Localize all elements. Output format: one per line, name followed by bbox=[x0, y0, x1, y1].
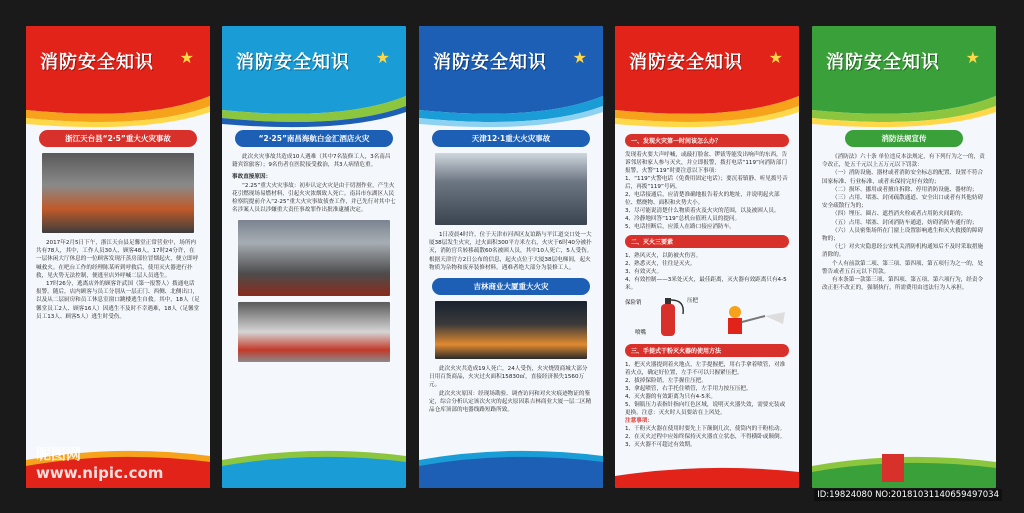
paragraph: 有本条第一款第三项、第四项、第五项、第六项行为，经责令改正拒不改正的，强制执行，所需费用由违法行为人承担。 bbox=[822, 277, 984, 292]
case-title: “2·25”南昌海航白金汇酒店火灾 bbox=[235, 130, 393, 147]
paragraph: 2017年2月5日下午，浙江天台县足馨堂正常营业中，场所内共有78人，其中，工作人员30人、顾客48人。17时24分许，在一层休闲大厅休息的一位顾客发现汗蒸房部位冒烟起火，便立即呼喊救火。在吧台工作的经理陈某听到呼救后，使用灭火器进行扑救，见火势无法控制，便逃至店外呼喊二层人员逃生。 bbox=[36, 240, 199, 279]
list-item: 3、有效灭火。 bbox=[625, 269, 663, 275]
section-subtitle: 事故直接原因： bbox=[232, 174, 272, 181]
watermark-logo: 昵图网 www.nipic.com bbox=[36, 445, 164, 482]
footer-swoosh bbox=[812, 448, 996, 488]
section-heading: 一、发现火灾第一时间该怎么办？ bbox=[625, 134, 789, 147]
paragraph: （五）占用、堵塞、封闭消防车通道，妨碍消防车通行的； bbox=[832, 219, 978, 226]
diagram-label: 保险销 bbox=[625, 300, 642, 306]
poster-header bbox=[615, 26, 799, 130]
header-swoosh bbox=[812, 26, 996, 130]
diagram-label: 喷嘴 bbox=[635, 330, 647, 336]
header-swoosh bbox=[615, 26, 799, 130]
paragraph: （七）对火灾隐患经公安机关消防机构通知后不及时采取措施消除的。 bbox=[822, 244, 984, 259]
fire-cabinet-icon bbox=[882, 454, 904, 482]
section-heading: 二、灭火三要素 bbox=[625, 235, 789, 248]
footer-swoosh bbox=[222, 448, 406, 488]
footer-swoosh bbox=[419, 448, 603, 488]
note-item: 1、干粉灭火器在使用时要先上下颠倒几次，使筒内的干粉松动。 bbox=[625, 426, 786, 432]
paragraph: （六）人员密集场所在门窗上设置影响逃生和灭火救援的障碍物的； bbox=[822, 227, 984, 243]
list-item: 4、有效控制——3米处灭火，最佳距离，灭火器有效距离只有4-5米。 bbox=[625, 277, 787, 291]
poster-panel-5 bbox=[812, 26, 996, 488]
fire-photo bbox=[238, 220, 390, 296]
header-title: 消防安全知识 bbox=[40, 52, 154, 73]
paragraph: （三）占用、堵塞、封闭疏散通道、安全出口或者有其他妨碍安全疏散行为的； bbox=[822, 195, 984, 210]
paragraph: 个人有前款第二项、第三项、第四项、第五项行为之一的，处警告或者五百元以下罚款。 bbox=[822, 260, 984, 275]
paragraph: （一）消防设施、器材或者消防安全标志的配置、设置不符合国家标准、行业标准，或者未保持完好有效的； bbox=[822, 170, 984, 185]
list-item: 1、熟风灭火，以防被火伤害。 bbox=[625, 253, 702, 259]
paragraph: 此次火灾共造成19人死亡，24人受伤，火灾烧毁商城大部分日用百货商品，火灾过火面积15830㎡，直接经济损失1560万元。 bbox=[429, 366, 588, 389]
poster-header bbox=[812, 26, 996, 130]
poster-panel-1 bbox=[26, 26, 210, 488]
list-item: 5、铜瓶压力表指针指向红色区域，说明灭火器失效，需要充装或更换。注意：灭火时人员要站在上风处。 bbox=[625, 402, 786, 416]
poster-header bbox=[419, 26, 603, 130]
case-title: 消防法规宣传 bbox=[845, 130, 963, 147]
note-item: 2、在灭火过程中应始终保持灭火器直立状态，不得横卧或颠倒。 bbox=[625, 434, 786, 440]
case-title: 吉林商业大厦重大火灾 bbox=[432, 278, 590, 295]
poster-panel-2 bbox=[222, 26, 406, 488]
star-icon: ★ bbox=[179, 48, 194, 67]
list-item: 1、“119”火警电话（免费用固定电话）；要沉着镇静、听见拨号音后，再拨“119”号码。 bbox=[625, 176, 788, 190]
poster-panel-3 bbox=[419, 26, 603, 488]
star-icon: ★ bbox=[572, 48, 587, 67]
section-heading: 三、手提式干粉灭火器的使用方法 bbox=[625, 344, 789, 357]
list-item: 2、拔掉保险销，左手握住压把。 bbox=[625, 378, 707, 384]
list-item: 4、灭火器的有效距离为只有4-5米。 bbox=[625, 394, 717, 400]
list-item: 发现着火要大声呼喊，或敲打脸盆、锣钹等能发出响声的东西，告诉邻居和家人参与灭火，并立即报警，拨打电话“119”向消防部门报警，火警“119”时要注意以下事项： bbox=[625, 152, 788, 174]
paragraph: 1日凌晨4时许，位于天津市河西区友谊路与平江道交口处一大厦38层发生火灾，过火面积300平方米左右，火灾于6时40分被扑灭，消防官兵转移疏散60名被困人员，其中10人死亡，5人受伤。根据天津官方2日公布的信息，起火点位于大厦38层电梯间，起火物质为杂物和废弃装修材料。遇难者绝大部分为装修工人。 bbox=[429, 232, 593, 271]
fire-photo bbox=[42, 153, 194, 233]
extinguisher-icon bbox=[625, 294, 789, 340]
note-title: 注意事项： bbox=[625, 418, 653, 424]
star-icon: ★ bbox=[965, 48, 980, 67]
header-swoosh bbox=[26, 26, 210, 130]
case-title: 浙江天台县“2·5”重大火灾事故 bbox=[39, 130, 197, 147]
header-swoosh bbox=[419, 26, 603, 130]
building-photo bbox=[435, 153, 587, 225]
list-item: 3、尽可能说清楚什么物质着火及火灾的范围，以及被困人员。 bbox=[625, 208, 780, 214]
paragraph: “2.25”重大火灾事故：初步认定火灾是由于切割作业，产生火花引燃现场易燃材料，引起火灾浓烟致人死亡。南昌市东湖区人民检察院提前介入“2·25”重大火灾事故侦查工作，并已先行对其中七名涉案人员以涉嫌重大责任事故罪作出批准逮捕决定。 bbox=[232, 182, 396, 214]
footer-swoosh bbox=[615, 448, 799, 488]
list-item: 3、拿起喷管，右手托住喷管，左手用力按压压把。 bbox=[625, 386, 752, 392]
paragraph: （二）损坏、挪用或者擅自拆除、停用消防设施、器材的； bbox=[832, 186, 978, 193]
extinguisher-diagram bbox=[625, 294, 789, 340]
paragraph: 17时26分，逃离店外的顾客许武国（第一报警人）拨通电话报警。随后，店内顾客与员工分别从一层正门、西侧、北侧出口，以及从二层厨房和员工休息室窗口跳楼逃生自救。其中，18人（足馨堂员工2人、顾客16人）因逃生不及时不幸遇难，18人（足馨堂员工13人、顾客5人）逃生时受伤。 bbox=[36, 281, 200, 320]
diagram-label: 压把 bbox=[687, 298, 699, 304]
poster-panel-4 bbox=[615, 26, 799, 488]
header-swoosh bbox=[222, 26, 406, 130]
header-title: 消防安全知识 bbox=[433, 52, 547, 73]
star-icon: ★ bbox=[375, 48, 390, 67]
fire-photo bbox=[238, 302, 390, 362]
list-item: 4、冷静地回答“119”总机台值班人员的提问。 bbox=[625, 216, 741, 222]
header-title: 消防安全知识 bbox=[826, 52, 940, 73]
poster-header bbox=[222, 26, 406, 130]
case-title: 天津12·1重大火灾事故 bbox=[432, 130, 590, 147]
note-item: 3、灭火器不可超过有效期。 bbox=[625, 442, 696, 448]
fire-photo bbox=[435, 301, 587, 359]
paragraph: （四）埋压、圈占、遮挡消火栓或者占用防火间距的； bbox=[832, 211, 967, 218]
poster-header bbox=[26, 26, 210, 130]
paragraph: 《消防法》六十条 单位违反本法规定，有下列行为之一的，责令改正，处五千元以上五万元以下罚款： bbox=[822, 154, 985, 169]
list-item: 2、电话接通后，应清楚准确地报告着火的地址，并说明起火部位、燃烧物、面积和火势大小。 bbox=[625, 192, 780, 206]
star-icon: ★ bbox=[768, 48, 783, 67]
list-item: 2、熟悉灭火，往往是灭火。 bbox=[625, 261, 696, 267]
watermark-id: ID:19824080 NO:20181031140659497034 bbox=[814, 489, 1002, 501]
list-item: 1、把灭火器提到着火地点，左手提握把，用右手拿着喷管，对准着火点，确定好位置，左手不可以只握紧压把。 bbox=[625, 362, 786, 376]
paragraph: 此次火灾原因：经现场勘验、调查访问和对火灾痕迹物证的鉴定，综合分析认定该次火灾的起火原因系吉林商业大厦一层二区精品仓库顶部的电器线路短路所致。 bbox=[429, 390, 592, 414]
header-title: 消防安全知识 bbox=[629, 52, 743, 73]
header-title: 消防安全知识 bbox=[236, 52, 350, 73]
paragraph: 此次火灾事故共造成10人遇难（其中7名装修工人，3名南昌籍宾馆旅客）；9名伤者在医院接受救治，其3人病情危重。 bbox=[232, 154, 391, 169]
list-item: 5、电话挂断后，应派人在路口接应消防车。 bbox=[625, 224, 735, 230]
